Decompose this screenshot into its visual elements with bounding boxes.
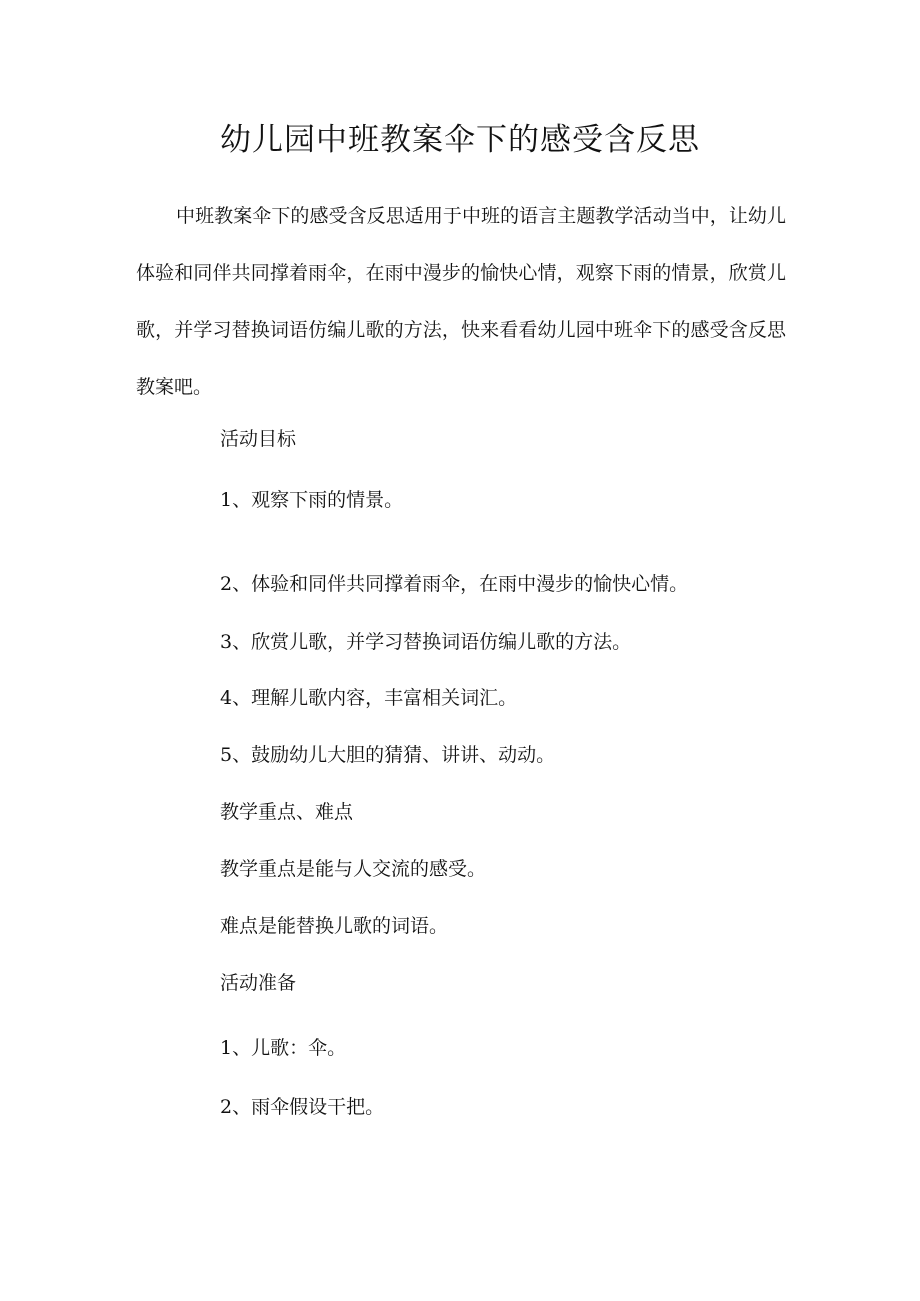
- prep-item-1: 1、儿歌：伞。: [220, 1037, 347, 1059]
- goal-item-2: 2、体验和同伴共同撑着雨伞，在雨中漫步的愉快心情。: [220, 573, 689, 595]
- prep-heading: 活动准备: [220, 972, 297, 994]
- goal-item-4: 4、理解儿歌内容，丰富相关词汇。: [220, 687, 518, 709]
- goal-item-5: 5、鼓励幼儿大胆的猜猜、讲讲、动动。: [220, 744, 556, 766]
- prep-item-2: 2、雨伞假设干把。: [220, 1096, 385, 1118]
- intro-paragraph: 中班教案伞下的感受含反思适用于中班的语言主题教学活动当中，让幼儿体验和同伴共同撑着雨伞，在雨中漫步的愉快心情，观察下雨的情景，欣赏儿歌，并学习替换词语仿编儿歌的方法，快来看看幼儿园中班伞下的感受含反思教案吧。: [136, 205, 786, 398]
- goal-item-1: 1、观察下雨的情景。: [220, 489, 404, 511]
- difficulty-text: 难点是能替换儿歌的词语。: [220, 915, 449, 937]
- document-title: 幼儿园中班教案伞下的感受含反思: [220, 122, 700, 158]
- key-point-text: 教学重点是能与人交流的感受。: [220, 858, 487, 880]
- key-difficulty-heading: 教学重点、难点: [220, 801, 354, 823]
- goal-item-3: 3、欣赏儿歌，并学习替换词语仿编儿歌的方法。: [220, 631, 632, 653]
- goals-heading: 活动目标: [220, 428, 297, 450]
